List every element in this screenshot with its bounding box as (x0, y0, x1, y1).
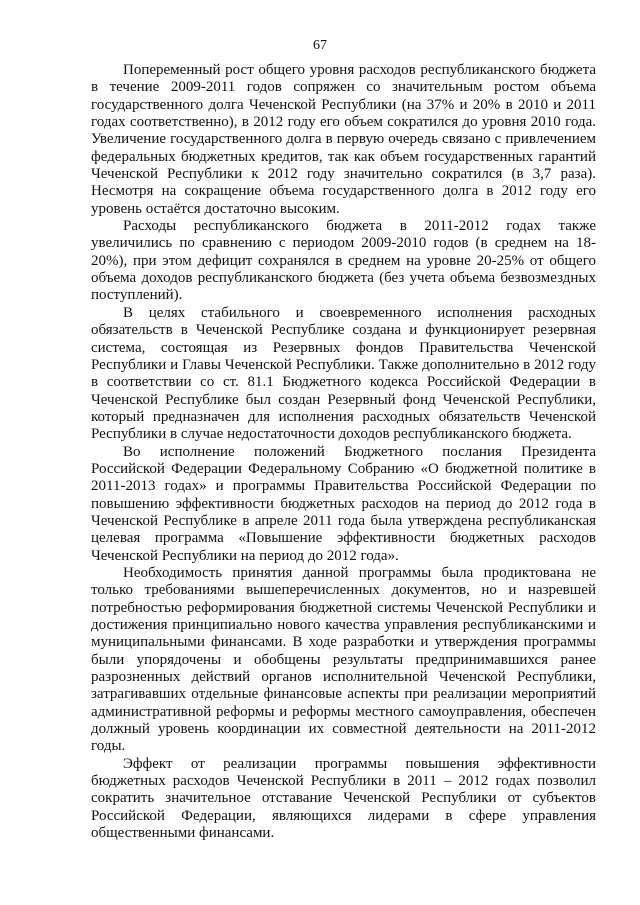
paragraph-budget-expenditures: Расходы республиканского бюджета в 2011-2012 годах также увеличились по сравнению с периодом 2009-2010 годов (в среднем на 18-20%), при этом дефицит сохранялся в среднем на уровне 20-25% от общего объема доходов республиканского бюджета (без учета объема безвозмездных поступлений). (91, 218, 596, 304)
page-body (91, 62, 596, 842)
paragraph-public-debt: Попеременный рост общего уровня расходов республиканского бюджета в течение 2009-2011 годов сопряжен со значительным ростом объема государственного долга Чеченской Республики (на 37% и 20% в 2010 и 2011 годах соответственно), в 2012 году его объем сократился до уровня 2010 года. Увеличение государственного долга в первую очередь связано с привлечением федеральных бюджетных кредитов, так как объем государственных гарантий Чеченской Республики к 2012 году значительно сократился (в 3,7 раза). Несмотря на сокращение объема государственного долга в 2012 году его уровень остаётся достаточно высоким. (91, 62, 596, 217)
paragraph-program-effect: Эффект от реализации программы повышения эффективности бюджетных расходов Чеченской Республики в 2011 – 2012 годах позволил сократить значительное отставание Чеченской Республики от субъектов Российской Федерации, являющихся лидерами в сфере управления общественными финансами. (91, 755, 596, 842)
page-number: 67 (313, 38, 327, 53)
paragraph-program-necessity: Необходимость принятия данной программы была продиктована не только требованиями вышеперечисленных документов, но и назревшей потребностью реформирования бюджетной системы Чеченской Республики и достижения принципиально нового качества управления республиканскими и муниципальными финансами. В ходе разработки и утверждения программы были упорядочены и обобщены результаты предпринимавшихся ранее разрозненных действий органов исполнительной Чеченской Республики, затрагивавших отдельные финансовые аспекты при реализации мероприятий административной реформы и реформы местного самоуправления, обеспечен должный уровень координации их совместной деятельности на 2011-2012 годы. (91, 564, 596, 755)
paragraph-reserve-funds: В целях стабильного и своевременного исполнения расходных обязательств в Чеченской Республике создана и функционирует резервная система, состоящая из Резервных фондов Правительства Чеченской Республики и Главы Чеченской Республики. Также дополнительно в 2012 году в соответствии со ст. 81.1 Бюджетного кодекса Российской Федерации в Чеченской Республике был создан Резервный фонд Чеченской Республики, который предназначен для исполнения расходных обязательств Чеченской Республики в случае недостаточности доходов республиканского бюджета. (91, 304, 596, 443)
paragraph-target-program: Во исполнение положений Бюджетного послания Президента Российской Федерации Федеральному Собранию «О бюджетной политике в 2011-2013 годах» и программы Правительства Российской Федерации по повышению эффективности бюджетных расходов на период до 2012 года в Чеченской Республике в апреле 2011 года была утверждена республиканская целевая программа «Повышение эффективности бюджетных расходов Чеченской Республики на период до 2012 года». (91, 443, 596, 564)
